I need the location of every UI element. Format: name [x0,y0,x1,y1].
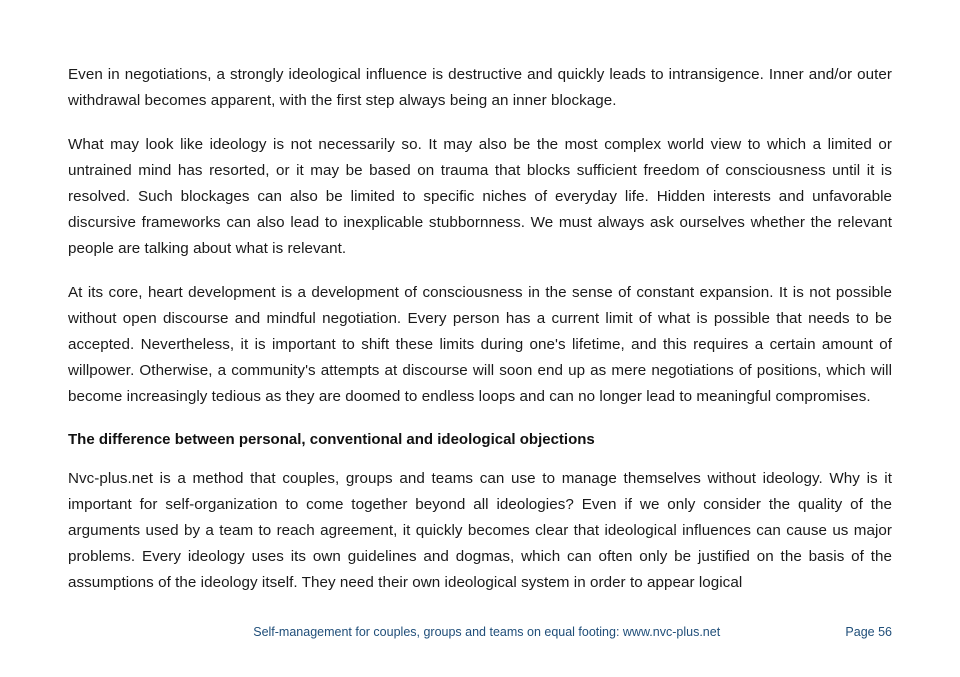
section-heading: The difference between personal, conventional and ideological objections [68,431,595,448]
footer-text: Self-management for couples, groups and teams on equal footing: www.nvc-plus.net [253,625,721,639]
footer-page-number: Page 56 [845,625,892,639]
paragraph-3: At its core, heart development is a development of consciousness in the sense of constant expansion. It is not possible without open discourse and mindful negotiation. Every person has a current limit of what is possible that needs to be accepted. Nevertheless, it is important to shift these limits during one's lifetime, and this requires a certain amount of willpower. Otherwise, a community's attempts at discourse will soon end up as mere negotiations of positions, which will become increasingly tedious as they are doomed to endless loops and can no longer lead to meaningful compromises. [68,284,892,405]
paragraph-4: Nvc-plus.net is a method that couples, groups and teams can use to manage themselves without ideology. Why is it important for self-organization to come together beyond all ideologies? Even if we only consider the quality of the arguments used by a team to reach agreement, it quickly becomes clear that ideological influences can cause us major problems. Every ideology uses its own guidelines and dogmas, which can often only be justified on the basis of the assumptions of the ideology itself. They need their own ideological system in order to appear logical [68,470,892,591]
page-footer [68,625,892,639]
paragraph-1: Even in negotiations, a strongly ideological influence is destructive and quickly leads to intransigence. Inner and/or outer withdrawal becomes apparent, with the first step always being an inner blockage. [68,66,892,109]
paragraph-2: What may look like ideology is not necessarily so. It may also be the most complex world view to which a limited or untrained mind has resorted, or it may be based on trauma that blocks sufficient freedom of consciousness until it is resolved. Such blockages can also be limited to specific niches of everyday life. Hidden interests and unfavorable discursive frameworks can also lead to inexplicable stubbornness. We must always ask ourselves whether the relevant people are talking about what is relevant. [68,136,892,257]
